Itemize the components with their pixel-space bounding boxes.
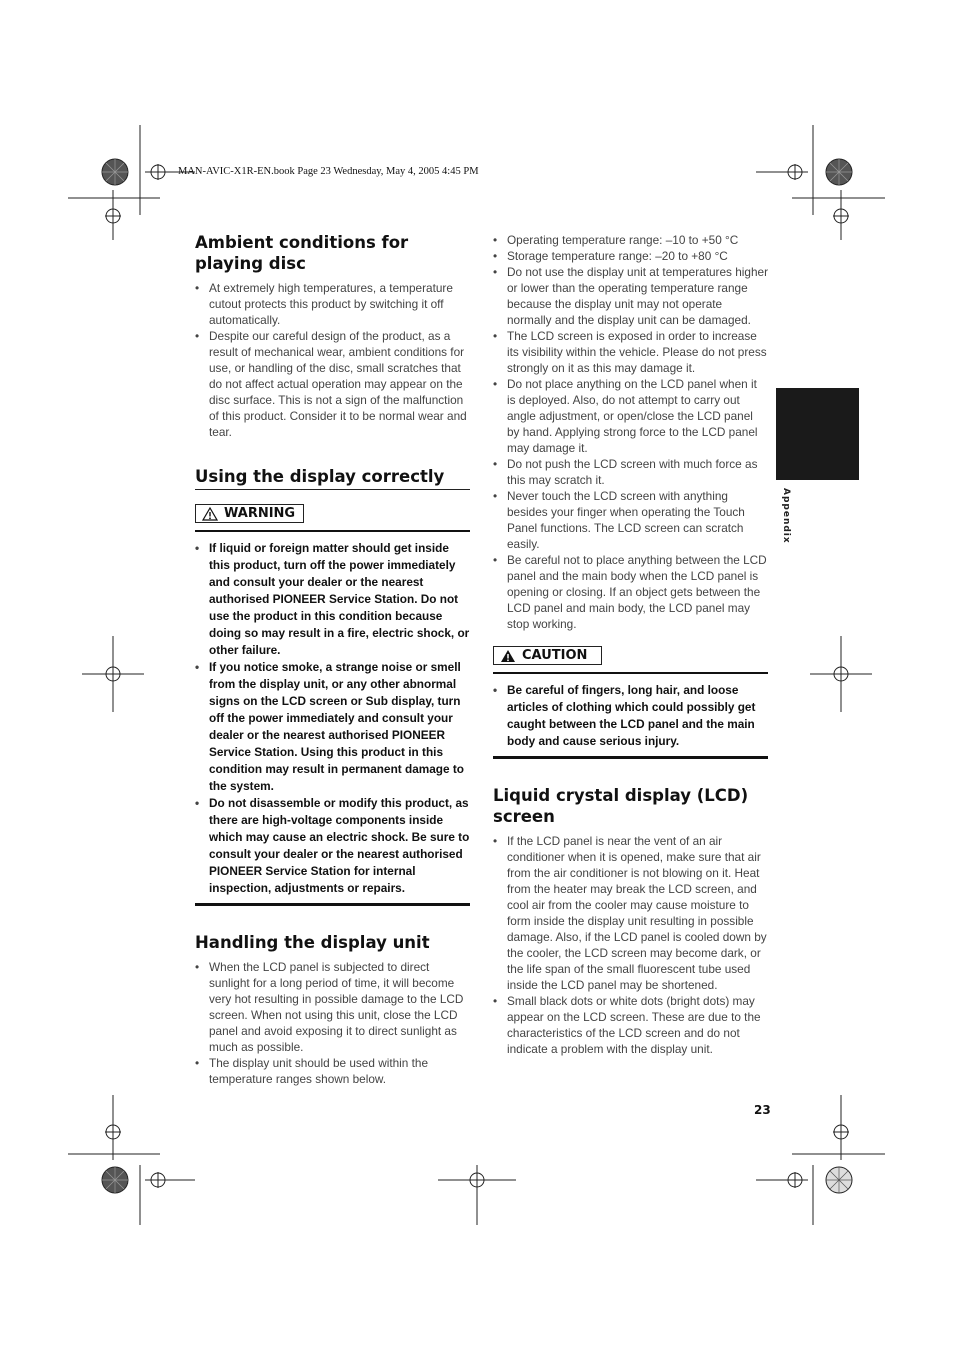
list-item: • If liquid or foreign matter should get inside this product, turn off the power immediately and consult your dealer or the nearest authorised PIONEER Service Station. Do not use the product in this condition because doing so may result in a fire, electric shock, or other failure. (195, 540, 470, 659)
list-item: • Never touch the LCD screen with anything besides your finger when operating the Touch Panel functions. The LCD screen can scratch easily. (493, 488, 768, 552)
list-item: • Small black dots or white dots (bright dots) may appear on the LCD screen. These are due to the characteristics of the LCD screen and do not indicate a problem with the display unit. (493, 993, 768, 1057)
warning-label-text: WARNING (224, 506, 296, 521)
warning-triangle-icon (202, 507, 218, 521)
list-item: • Do not push the LCD screen with much force as this may scratch it. (493, 456, 768, 488)
list-item: • Despite our careful design of the product, as a result of mechanical wear, ambient conditions for use, or handling of the disc, small scratches that do not affect actual operation may appear on the disc surface. This is not a sign of the malfunction of this product. Consider it to be normal wear and tear. (195, 328, 470, 440)
section-tab (776, 388, 859, 480)
warning-label (195, 504, 304, 523)
list-item: • Do not disassemble or modify this product, as there are high-voltage components inside which may cause an electric shock. Be sure to consult your dealer or the nearest authorised PIONEER Service Station for internal inspection, adjustments or repairs. (195, 795, 470, 897)
ambient-conditions-list (195, 280, 470, 440)
left-column (195, 232, 470, 1087)
handling-display-heading: Handling the display unit (195, 932, 430, 952)
list-item: • Be careful of fingers, long hair, and loose articles of clothing which could possibly get caught between the LCD panel and the main body and cause serious injury. (493, 682, 768, 750)
handling-display-list (195, 959, 470, 1087)
list-item: • The display unit should be used within the temperature ranges shown below. (195, 1055, 470, 1087)
list-item: • If the LCD panel is near the vent of an air conditioner when it is opened, make sure that air from the air conditioner is not blowing on it. Heat from the heater may break the LCD screen, and cool air from the cooler may cause moisture to form inside the display unit resulting in possible damage. Also, if the LCD panel is cooled down by the cooler, the LCD screen may become dark, or the life span of the small fluorescent tube used inside the LCD panel may be shortened. (493, 833, 768, 993)
list-item: • Do not place anything on the LCD panel when it is deployed. Also, do not attempt to carry out angle adjustment, or open/close the LCD panel by hand. Applying strong force to the LCD panel may damage it. (493, 376, 768, 456)
list-item: • The LCD screen is exposed in order to increase its visibility within the vehicle. Please do not press strongly on it as this may damage it. (493, 328, 768, 376)
list-item: • Be careful not to place anything between the LCD panel and the main body when the LCD panel is opening or closing. If an object gets between the LCD panel and main body, the LCD panel may stop working. (493, 552, 768, 632)
temperature-list (493, 232, 768, 632)
caution-box (493, 646, 768, 759)
ambient-conditions-section (195, 232, 470, 440)
list-item: • If you notice smoke, a strange noise or smell from the display unit, or any other abnormal signs on the LCD screen or Sub display, turn off the power immediately and consult your dealer or the nearest authorised PIONEER Service Station. Using this product in this condition may result in permanent damage to the system. (195, 659, 470, 795)
lcd-screen-heading: Liquid crystal display (LCD) screen (493, 785, 749, 826)
caution-list (493, 682, 768, 750)
handling-display-section (195, 932, 470, 1087)
list-item: • Storage temperature range: –20 to +80 °C (493, 248, 768, 264)
using-display-heading: Using the display correctly (195, 466, 470, 490)
list-item: • When the LCD panel is subjected to direct sunlight for a long period of time, it will become very hot resulting in possible damage to the LCD screen. When not using this unit, close the LCD panel and avoid exposing it to direct sunlight as much as possible. (195, 959, 470, 1055)
using-display-section (195, 466, 470, 906)
list-item: • Do not use the display unit at temperatures higher or lower than the operating temperature range because the display unit may not operate normally and the display unit can be damaged. (493, 264, 768, 328)
warning-list (195, 540, 470, 897)
caution-label (493, 646, 602, 665)
caution-label-text: CAUTION (522, 648, 588, 663)
page-number: 23 (754, 1103, 771, 1117)
section-tab-label: Appendix (781, 488, 791, 544)
list-item: • Operating temperature range: –10 to +50 °C (493, 232, 768, 248)
caution-triangle-icon (500, 649, 516, 663)
lcd-screen-section (493, 785, 768, 1057)
list-item: • At extremely high temperatures, a temperature cutout protects this product by switching it off automatically. (195, 280, 470, 328)
print-header: MAN-AVIC-X1R-EN.book Page 23 Wednesday, May 4, 2005 4:45 PM (178, 166, 479, 177)
right-column (493, 232, 768, 1057)
ambient-conditions-heading: Ambient conditions for playing disc (195, 233, 409, 273)
lcd-screen-list (493, 833, 768, 1057)
